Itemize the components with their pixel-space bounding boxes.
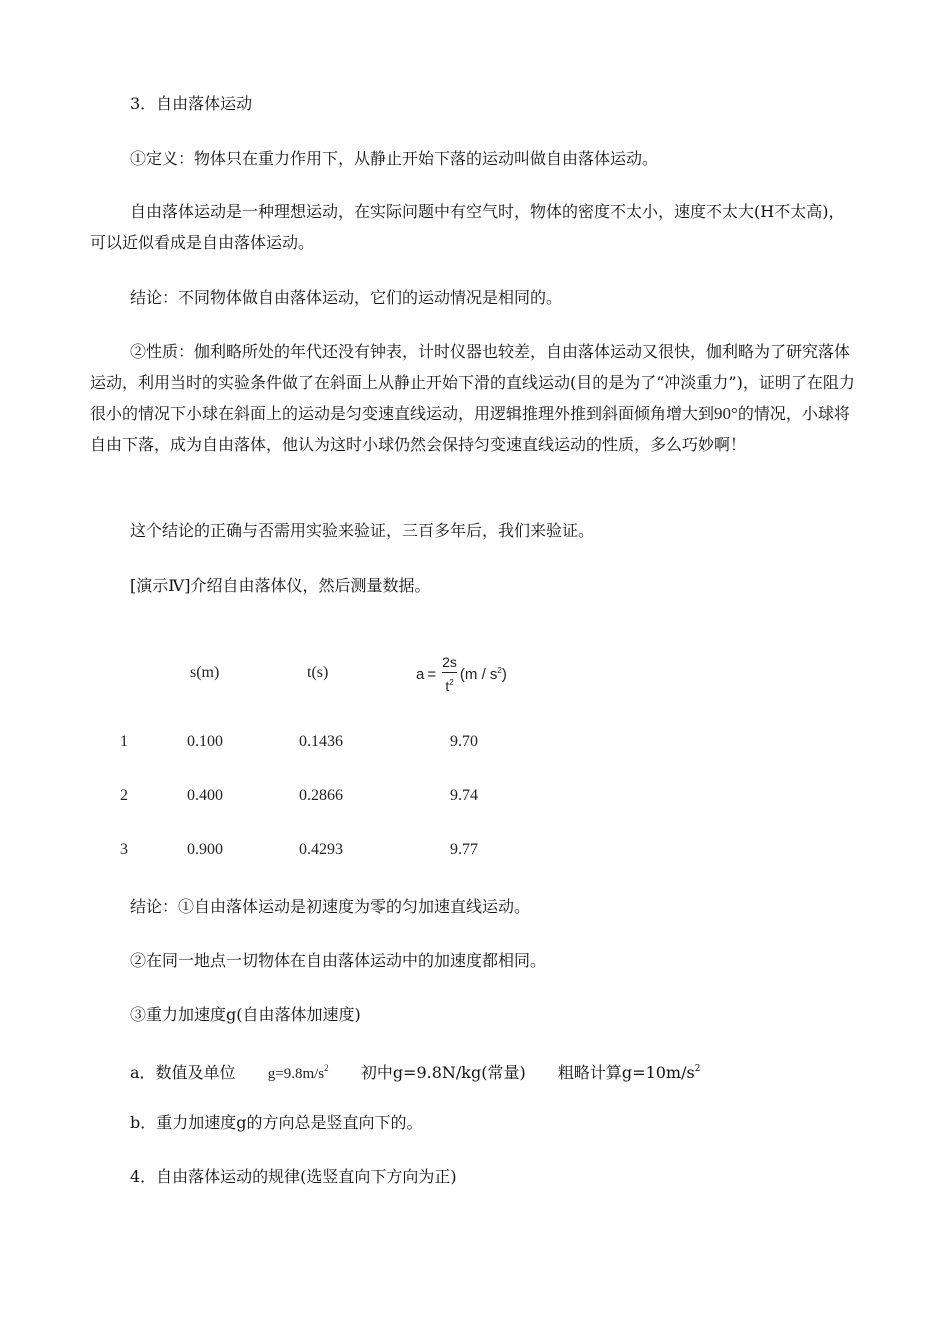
nature-text-2: 的情况，小球将自由下落，成为自由落体，他认为这时小球仍然会保持匀变速直线运动的性质，多么巧妙啊！ xyxy=(90,404,850,454)
rough-g-value xyxy=(558,1063,701,1082)
table-header-t: t(s) xyxy=(307,664,329,681)
unit-close: ) xyxy=(501,665,507,683)
table-cell-t: 0.2866 xyxy=(299,787,343,804)
ideal-motion-paragraph: 自由落体运动是一种理想运动，在实际问题中有空气时，物体的密度不太小，速度不太大(H不太高)，可以近似看成是自由落体运动。 xyxy=(90,202,845,252)
section-heading-4: 4．自由落体运动的规律(选竖直向下方向为正) xyxy=(130,1167,457,1186)
unit-exponent: 2 xyxy=(497,665,502,675)
formula-numerator: 2s xyxy=(442,654,457,670)
table-cell-a: 9.70 xyxy=(450,733,478,750)
rough-g-exponent: 2 xyxy=(694,1064,701,1074)
g-value xyxy=(267,1063,329,1082)
nature-text-1: ②性质：伽利略所处的年代还没有钟表，计时仪器也较差，自由落体运动又很快，伽利略为了研究落体运动，利用当时的实验条件做了在斜面上从静止开始下滑的直线运动(目的是为了“冲淡重力”)，证明了在阻力很小的情况下小球在斜面上的运动是匀变速直线运动，用逻辑推理外推到斜面倾角增大到 xyxy=(90,342,855,423)
table-cell-a: 9.77 xyxy=(450,841,478,858)
table-header-formula xyxy=(416,652,507,696)
table-row-index: 2 xyxy=(120,787,128,804)
fraction-bar xyxy=(442,672,457,673)
rough-g-text: 粗略计算g=10m/s xyxy=(557,1063,695,1082)
table-row-index: 3 xyxy=(120,841,128,858)
conclusion-1: 结论：①自由落体运动是初速度为零的匀加速直线运动。 xyxy=(130,897,531,916)
table-row-index: 1 xyxy=(120,733,128,750)
gravity-direction: b．重力加速度g的方向总是竖直向下的。 xyxy=(130,1113,423,1132)
unit-open: (m / s xyxy=(459,665,498,683)
g-value-exponent: 2 xyxy=(324,1063,329,1073)
definition-paragraph: ①定义：物体只在重力作用下，从静止开始下落的运动叫做自由落体运动。 xyxy=(130,149,659,168)
table-cell-s: 0.100 xyxy=(187,733,223,750)
denominator-exponent: 2 xyxy=(449,678,454,687)
formula-denominator xyxy=(445,675,453,694)
conclusion-3: ③重力加速度g(自由落体加速度) xyxy=(130,1005,361,1024)
conclusion-paragraph: 结论：不同物体做自由落体运动，它们的运动情况是相同的。 xyxy=(130,288,563,307)
value-unit-label: a．数值及单位 xyxy=(130,1063,236,1082)
junior-g-value: 初中g=9.8N/kg(常量) xyxy=(360,1063,526,1082)
table-header-s: s(m) xyxy=(190,664,220,681)
nature-paragraph xyxy=(90,336,858,460)
table-cell-s: 0.900 xyxy=(187,841,223,858)
section-heading-3: 3．自由落体运动 xyxy=(130,94,253,113)
formula-fraction xyxy=(442,654,457,694)
g-value-text: g=9.8m/s xyxy=(267,1066,325,1082)
denominator-base: t xyxy=(445,678,450,694)
table-cell-a: 9.74 xyxy=(450,787,478,804)
verify-paragraph: 这个结论的正确与否需用实验来验证，三百多年后，我们来验证。 xyxy=(130,521,595,540)
demo-paragraph: [演示Ⅳ]介绍自由落体仪，然后测量数据。 xyxy=(130,576,431,595)
table-cell-t: 0.1436 xyxy=(299,733,343,750)
nature-degree: 90° xyxy=(714,404,738,423)
conclusion-2: ②在同一地点一切物体在自由落体运动中的加速度都相同。 xyxy=(130,951,547,970)
table-cell-s: 0.400 xyxy=(187,787,223,804)
formula-lhs: a xyxy=(416,665,425,683)
table-cell-t: 0.4293 xyxy=(299,841,343,858)
formula-equals: = xyxy=(427,665,437,683)
gravity-value-line xyxy=(130,1053,900,1090)
formula-unit xyxy=(460,666,507,683)
